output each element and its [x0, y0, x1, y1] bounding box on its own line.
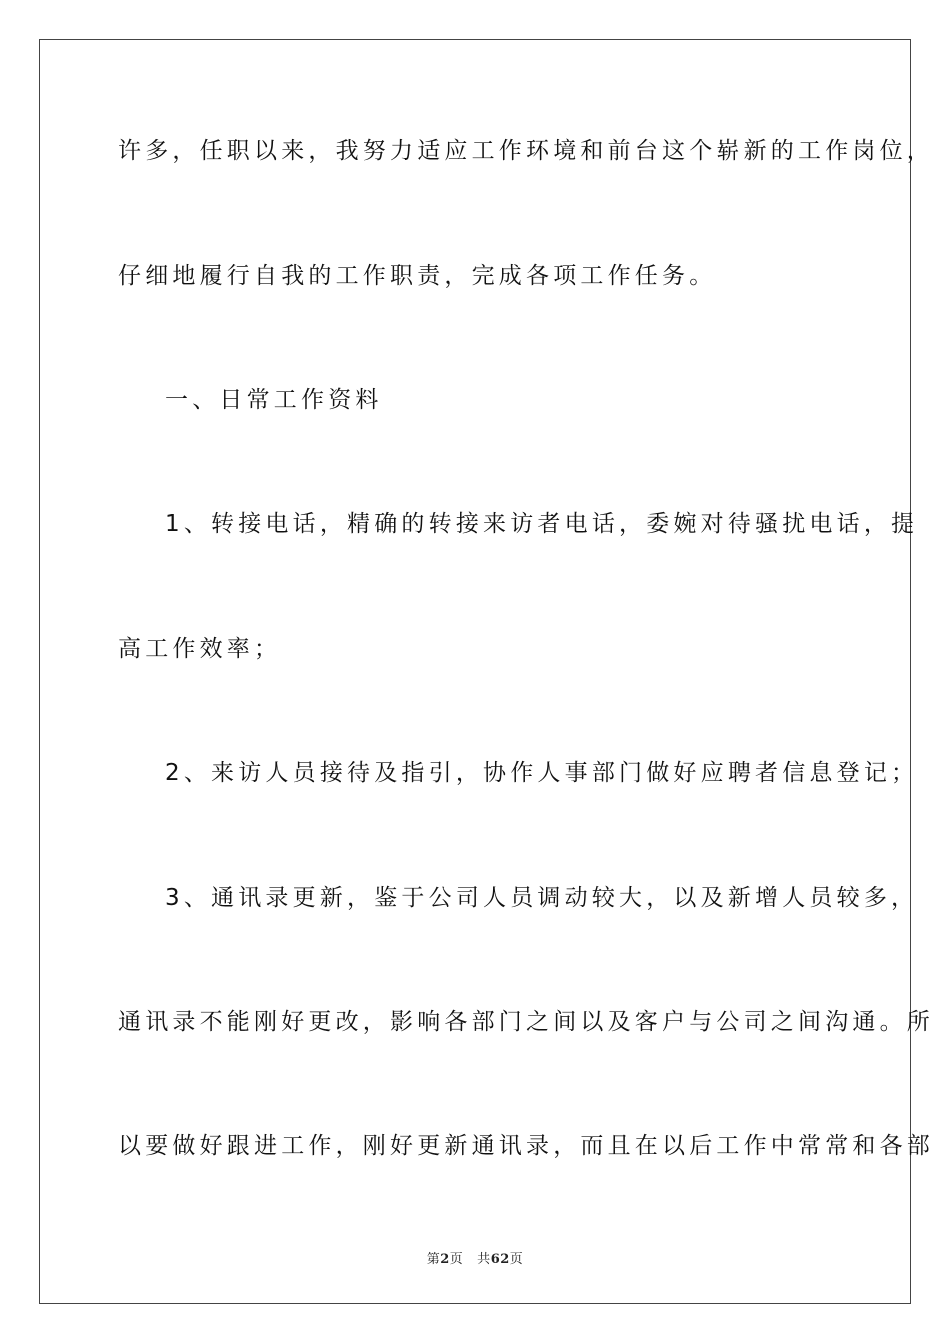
page-border	[39, 39, 911, 1304]
list-item-2: 2、来访人员接待及指引，协作人事部门做好应聘者信息登记；	[165, 760, 919, 786]
paragraph-line-1: 许多，任职以来，我努力适应工作环境和前台这个崭新的工作岗位，	[118, 138, 934, 164]
page-footer	[0, 1248, 950, 1267]
section-heading-daily-work: 一、日常工作资料	[165, 387, 383, 413]
list-item-1-line-2: 高工作效率；	[118, 636, 282, 662]
footer-total-prefix: 共	[477, 1252, 491, 1267]
footer-total-pages: 62	[490, 1252, 510, 1267]
footer-total-suffix: 页	[509, 1252, 524, 1267]
list-item-1-line-1: 1、转接电话，精确的转接来访者电话，委婉对待骚扰电话，提	[165, 511, 919, 537]
footer-page-suffix: 页	[449, 1252, 464, 1267]
footer-page-number: 2	[440, 1252, 450, 1267]
list-item-3-line-3: 以要做好跟进工作，刚好更新通讯录，而且在以后工作中常常和各部	[118, 1133, 934, 1159]
paragraph-line-2: 仔细地履行自我的工作职责，完成各项工作任务。	[118, 263, 717, 289]
list-item-3-line-1: 3、通讯录更新，鉴于公司人员调动较大，以及新增人员较多，	[165, 885, 919, 911]
footer-page-prefix: 第	[426, 1252, 441, 1267]
list-item-3-line-2: 通讯录不能刚好更改，影响各部门之间以及客户与公司之间沟通。所	[118, 1009, 934, 1035]
